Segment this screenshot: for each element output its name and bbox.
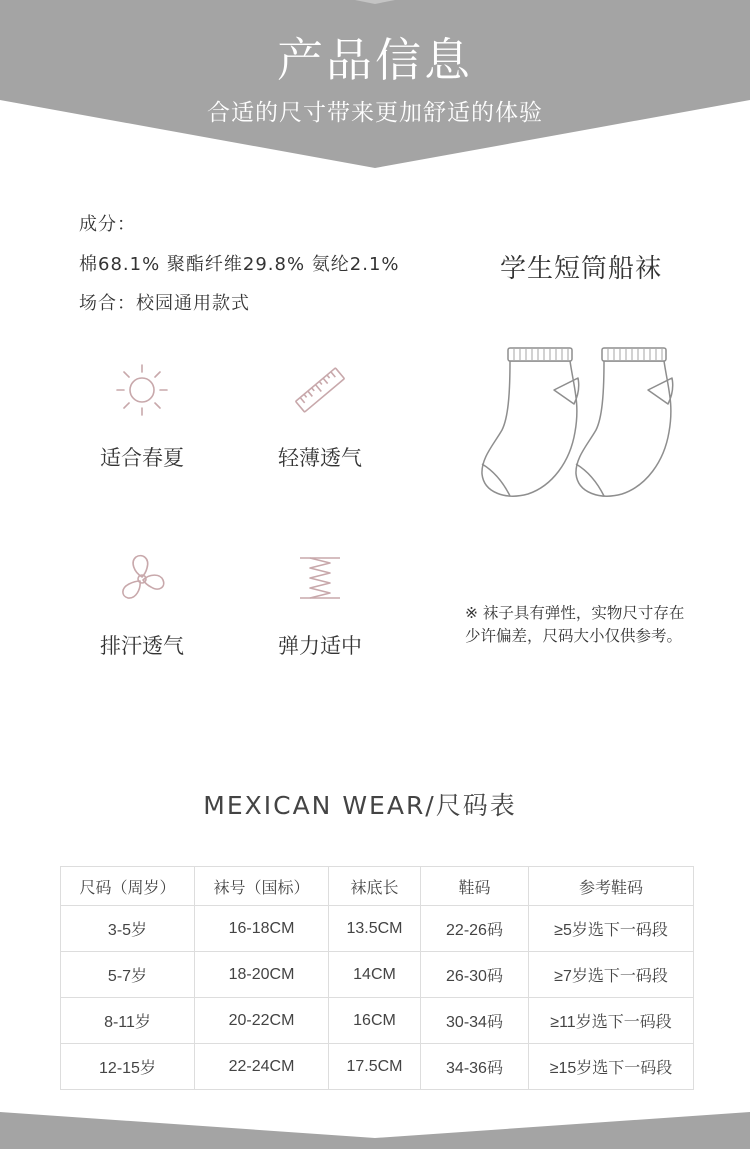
fan-icon: [114, 550, 170, 606]
footer-shape: [0, 1112, 750, 1149]
table-row: [61, 952, 694, 998]
feature-sweat-wicking: [67, 550, 217, 660]
feature-label: 适合春夏: [100, 446, 184, 470]
composition-text: 棉68.1% 聚酯纤维29.8% 氨纶2.1%: [79, 254, 400, 275]
table-cell: 16-18CM: [195, 906, 329, 952]
table-cell: ≥5岁选下一码段: [529, 906, 694, 952]
table-cell: 14CM: [329, 952, 421, 998]
table-cell: 30-34码: [421, 998, 529, 1044]
table-cell: 34-36码: [421, 1044, 529, 1090]
table-cell: 20-22CM: [195, 998, 329, 1044]
header-cell: 鞋码: [421, 867, 529, 906]
spring-icon: [292, 550, 348, 606]
header-cell: 尺码（周岁）: [61, 867, 195, 906]
header-cell: 袜号（国标）: [195, 867, 329, 906]
table-cell: 26-30码: [421, 952, 529, 998]
table-cell: 22-26码: [421, 906, 529, 952]
table-cell: 3-5岁: [61, 906, 195, 952]
feature-label: 弹力适中: [278, 634, 362, 658]
table-cell: ≥7岁选下一码段: [529, 952, 694, 998]
page-title: 产品信息: [277, 33, 473, 87]
table-cell: 12-15岁: [61, 1044, 195, 1090]
socks-illustration: [470, 340, 690, 505]
page-subtitle: 合适的尺寸带来更加舒适的体验: [207, 100, 543, 126]
feature-spring-summer: [67, 362, 217, 472]
composition-label: 成分：: [79, 214, 136, 235]
table-cell: 18-20CM: [195, 952, 329, 998]
header-cell: 袜底长: [329, 867, 421, 906]
table-cell: 13.5CM: [329, 906, 421, 952]
table-cell: 22-24CM: [195, 1044, 329, 1090]
size-chart-table: [60, 866, 694, 1090]
table-cell: 8-11岁: [61, 998, 195, 1044]
table-cell: ≥11岁选下一码段: [529, 998, 694, 1044]
table-row: [61, 906, 694, 952]
table-header-row: [61, 867, 694, 906]
header-banner: [0, 0, 750, 170]
table-cell: ≥15岁选下一码段: [529, 1044, 694, 1090]
sun-icon: [115, 362, 169, 418]
size-note: ※ 袜子具有弹性，实物尺寸存在少许偏差，尺码大小仅供参考。: [465, 604, 685, 645]
table-cell: 16CM: [329, 998, 421, 1044]
table-row: [61, 1044, 694, 1090]
occasion-text: 场合：校园通用款式: [79, 293, 250, 314]
feature-lightweight: [245, 362, 395, 472]
header-cell: 参考鞋码: [529, 867, 694, 906]
ruler-icon: [292, 362, 348, 418]
product-name: 学生短筒船袜: [500, 254, 663, 284]
size-chart-title: MEXICAN WEAR/尺码表: [203, 791, 517, 820]
table-cell: 5-7岁: [61, 952, 195, 998]
feature-label: 轻薄透气: [278, 446, 362, 470]
table-row: [61, 998, 694, 1044]
feature-elasticity: [245, 550, 395, 660]
table-cell: 17.5CM: [329, 1044, 421, 1090]
feature-label: 排汗透气: [100, 634, 184, 658]
